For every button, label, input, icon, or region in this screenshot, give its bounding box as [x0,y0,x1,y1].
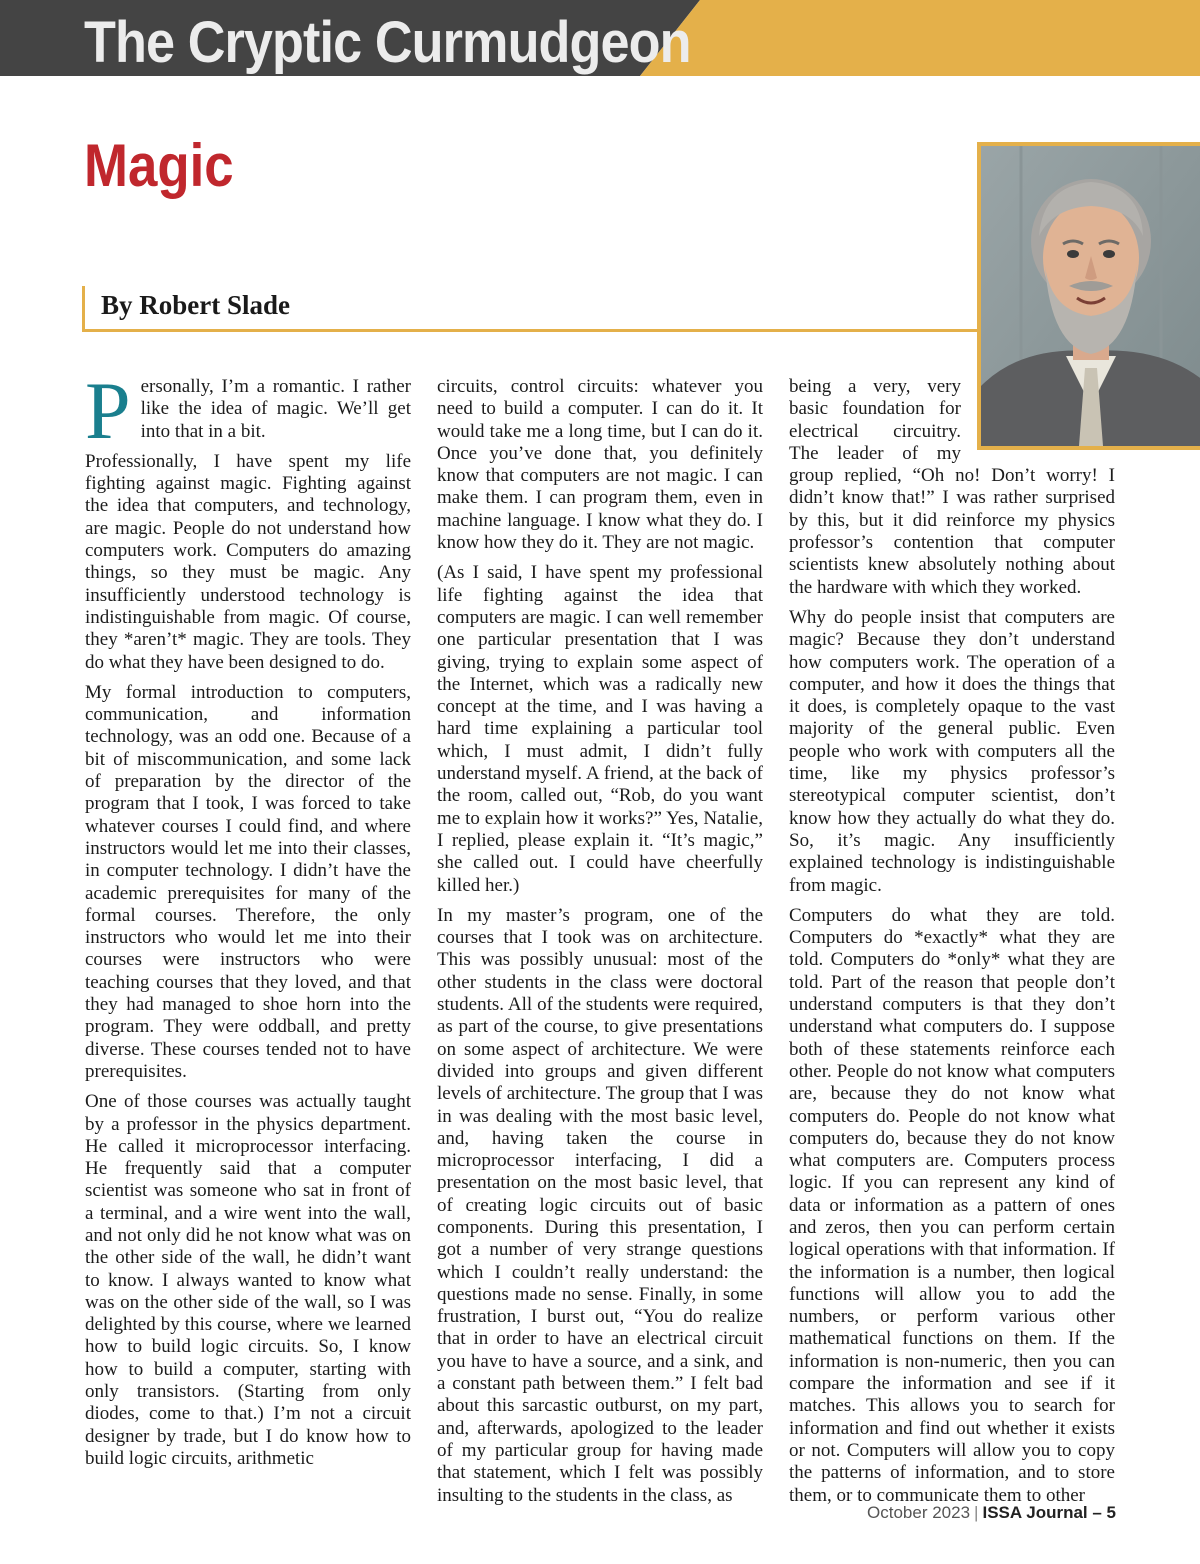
paragraph-5: circuits, control circuits: whatever you need to build a computer. I can do it. It would take me a long time, but I can do it. Once you’ve done that, you definitely know that computers are not magic. I can make them. I can program them, even in machine language. I know what they do. I know how they do it. They are not magic. [437,376,763,554]
paragraph-7: In my master’s program, one of the courses that I took was on architecture. This was possibly unusual: most of the other students in the class were doctoral students. All of the students were required, as part of the course, to give presentations on some aspect of architecture. We were divided into groups and given different levels of architecture. The group that I was in was dealing with the most basic level, and, having taken the course in microprocessor interfacing, I did a presentation on the most basic level, that of creating logic circuits out of basic components. During this presentation, I got a number of very strange questions which I couldn’t really understand: the questions made no sense. Finally, in some frustration, I burst out, “You do realize that in order to have an electrical circuit you have to have a source, and a sink, and a constant path between them.” I felt bad about this sarcastic outburst, on my part, and, afterwards, apologized to the leader of my particular group for having made that statement, which I felt was possibly insulting to the students in the class, as [437,904,763,1506]
column-title: The Cryptic Curmudgeon [84,10,691,75]
paragraph-9: Why do people insist that computers are magic? Because they don’t understand how computers work. The operation of a computer, and how it does the things that it does, is completely opaque to the vast majority of the general public. Even people who work with computers all the time, like my physics professor’s stereotypical computer scientist, don’t know how they actually do what they do. So, it’s magic. Any insufficiently explained technology is indistinguishable from magic. [789,606,1115,896]
paragraph-4: One of those courses was actually taught by a professor in the physics department. He called it microprocessor interfacing. He frequently said that a computer scientist was someone who sat in front of a terminal, and a wire went into the wall, and not only did he not know what was on the other side of the wall, he didn’t want to know. I always wanted to know what was on the other side of the wall, so I was delighted by this course, where we learned how to build logic circuits. So, I know how to build a computer, starting with only transistors. (Starting from only diodes, come to that.) I’m not a circuit designer by trade, but I do know how to build logic circuits, arithmetic [85,1091,411,1469]
paragraph-8: being a very, very basic foundation for electrical circuitry. The leader of my group replied, “Oh no! Don’t worry! I didn’t know that!” I was rather surprised by this, but it did reinforce my physics professor’s contention that computer scientists knew absolutely nothing about the hardware with which they worked. [789,376,1115,598]
paragraph-1 [85,365,411,456]
article-title: Magic [84,132,234,199]
paragraph-1-text: ersonally, I’m a romantic. I rather like the idea of magic. We’ll get into that in a bit. [140,376,411,442]
paragraph-2: Professionally, I have spent my life fighting against magic. Fighting against the idea that computers, and technology, are magic. People do not understand how computers work. Computers do amazing things, so they must be magic. Any insufficiently understood technology is indistinguishable from magic. Of course, they *aren’t* magic. They are tools. They do what they have been designed to do. [85,450,411,673]
paragraph-3: My formal introduction to computers, communication, and information technology, was an odd one. Because of a bit of miscommunication, and some lack of preparation by the director of the program that I took, I was forced to take whatever courses I could find, and where instructors would let me into their classes, in computer technology. I didn’t have the academic prerequisites for many of the formal courses. Therefore, the only instructors who would let me into their courses were instructors who were teaching courses that they loved, and that they had managed to shoe horn into the program. They were oddball, and pretty diverse. These courses tended not to have prerequisites. [85,681,411,1082]
article-column-3 [789,376,1115,1515]
page-footer [867,1503,1116,1523]
paragraph-6: (As I said, I have spent my professional life fighting against the idea that computers are magic. I can well remember one particular presentation that I was giving, trying to explain some aspect of the Internet, which was a radically new concept at the time, and I was having a hard time explaining a particular tool which, I must admit, I didn’t fully understand myself. A friend, at the back of the room, called out, “Rob, do you want me to explain how it works?” Yes, Natalie, I replied, please explain it. “It’s magic,” she called out. I could have cheerfully killed her.) [437,562,763,896]
drop-cap: P [85,365,131,456]
photo-wrap-spacer [961,376,1115,464]
article-column-1 [85,365,411,1478]
article-column-2 [437,376,763,1515]
footer-date: October 2023 [867,1503,971,1522]
footer-journal-page: ISSA Journal – 5 [982,1503,1116,1522]
footer-separator: | [974,1503,979,1522]
byline [82,286,978,332]
byline-text: By Robert Slade [101,290,290,320]
paragraph-10: Computers do what they are told. Computers do *exactly* what they are told. Computers do *only* what they are told. Part of the reason that people don’t understand computers is that they don’t understand what computers do. I suppose both of these statements reinforce each other. People do not know what computers are, because they do not know what computers do. People do not know what computers do, because they do not know what computers are. Computers process logic. If you can represent any kind of data or information as a pattern of ones and zeros, then you can perform certain logical operations with that information. If the information is a number, then logical functions will allow you to add the numbers, or perform various other mathematical functions on them. If the information is non-numeric, then you can compare the information and see if it matches. This allows you to search for information and find out whether it exists or not. Computers will allow you to copy the patterns of information, and to store them, or to communicate them to other [789,904,1115,1506]
header-band-gold [640,0,1200,76]
